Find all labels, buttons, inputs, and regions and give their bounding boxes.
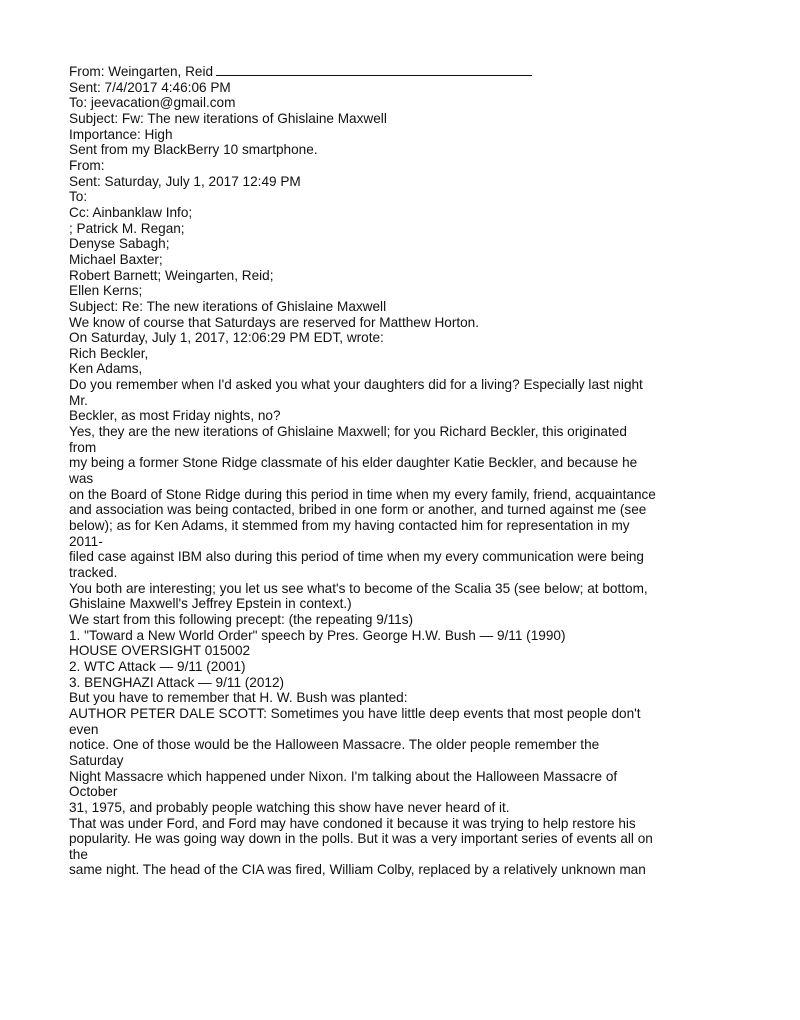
body-line: tracked.: [69, 565, 118, 580]
body-line: From:: [69, 157, 105, 173]
body-line: and association was being contacted, bribed in one form or another, and turned against me (see: [69, 502, 647, 518]
body-line: Ken Adams,: [69, 361, 143, 377]
body-line: even: [69, 721, 99, 737]
body-line: 1. "Toward a New World Order" speech by Pres. George H.W. Bush — 9/11 (1990): [69, 627, 566, 643]
body-line: 3. BENGHAZI Attack — 9/11 (2012): [69, 674, 285, 690]
body-line: ; Patrick M. Regan;: [69, 220, 185, 236]
body-line: Mr.: [69, 392, 88, 408]
header-importance: Importance: High: [69, 126, 173, 142]
body-line: Sent: Saturday, July 1, 2017 12:49 PM: [69, 173, 301, 189]
from-underline-rule: [216, 64, 532, 76]
body-line: same night. The head of the CIA was fired, William Colby, replaced by a relatively unknown man: [69, 862, 646, 878]
body-line: October: [69, 784, 118, 800]
body-line: my being a former Stone Ridge classmate of his elder daughter Katie Beckler, and because he: [69, 455, 638, 471]
body-line: Yes, they are the new iterations of Ghislaine Maxwell; for you Richard Beckler, this originated: [69, 424, 627, 440]
body-line: popularity. He was going way down in the polls. But it was a very important series of events all on: [69, 831, 653, 847]
body-line: Ellen Kerns;: [69, 283, 143, 299]
body-line: Sent from my BlackBerry 10 smartphone.: [69, 142, 318, 158]
header-sent: Sent: 7/4/2017 4:46:06 PM: [69, 79, 231, 95]
email-body: [69, 142, 769, 878]
header-to: To: jeevacation@gmail.com: [69, 95, 236, 111]
body-line: from: [69, 439, 97, 455]
body-line: filed case against IBM also during this period of time when my every communication were being: [69, 549, 644, 565]
body-line: But you have to remember that H. W. Bush was planted:: [69, 690, 408, 706]
body-line: 2. WTC Attack — 9/11 (2001): [69, 658, 246, 674]
body-line: was: [69, 471, 94, 487]
body-line: the: [69, 846, 88, 862]
body-line: Ghislaine Maxwell's Jeffrey Epstein in context.): [69, 596, 352, 612]
body-line: Night Massacre which happened under Nixon. I'm talking about the Halloween Massacre of: [69, 768, 618, 784]
header-from: From: Weingarten, Reid: [69, 64, 214, 79]
body-line: We start from this following precept: (the repeating 9/11s): [69, 611, 414, 627]
body-line: 2011-: [69, 533, 103, 549]
body-line: You both are interesting; you let us see what's to become of the Scalia 35 (see below; at bottom,: [69, 580, 648, 596]
body-line: That was under Ford, and Ford may have condoned it because it was trying to help restore his: [69, 815, 636, 831]
body-line: To:: [69, 189, 88, 205]
page-footer-bates: HOUSE OVERSIGHT 015002: [69, 643, 251, 659]
header-subject: Subject: Fw: The new iterations of Ghislaine Maxwell: [69, 110, 387, 126]
email-document: [69, 64, 769, 878]
body-line: Robert Barnett; Weingarten, Reid;: [69, 267, 274, 283]
body-line: Beckler, as most Friday nights, no?: [69, 408, 281, 424]
body-line: Subject: Re: The new iterations of Ghislaine Maxwell: [69, 298, 387, 314]
body-line: On Saturday, July 1, 2017, 12:06:29 PM EDT, wrote:: [69, 330, 384, 346]
header-from-line: [69, 64, 769, 80]
body-line: Rich Beckler,: [69, 345, 149, 361]
body-line: Saturday: [69, 752, 124, 768]
body-line: Michael Baxter;: [69, 251, 163, 267]
body-line: on the Board of Stone Ridge during this period in time when my every family, friend, acquaintance: [69, 486, 656, 502]
body-line: notice. One of those would be the Halloween Massacre. The older people remember the: [69, 737, 600, 753]
body-line: Cc: Ainbanklaw Info;: [69, 204, 193, 220]
body-line: We know of course that Saturdays are reserved for Matthew Horton.: [69, 314, 480, 330]
body-line: below); as for Ken Adams, it stemmed from my having contacted him for representation in my: [69, 518, 630, 534]
body-line: Denyse Sabagh;: [69, 236, 170, 252]
body-line: Do you remember when I'd asked you what your daughters did for a living? Especially last night: [69, 377, 643, 393]
body-line: AUTHOR PETER DALE SCOTT: Sometimes you have little deep events that most people don't: [69, 705, 641, 721]
body-line: 31, 1975, and probably people watching this show have never heard of it.: [69, 799, 510, 815]
